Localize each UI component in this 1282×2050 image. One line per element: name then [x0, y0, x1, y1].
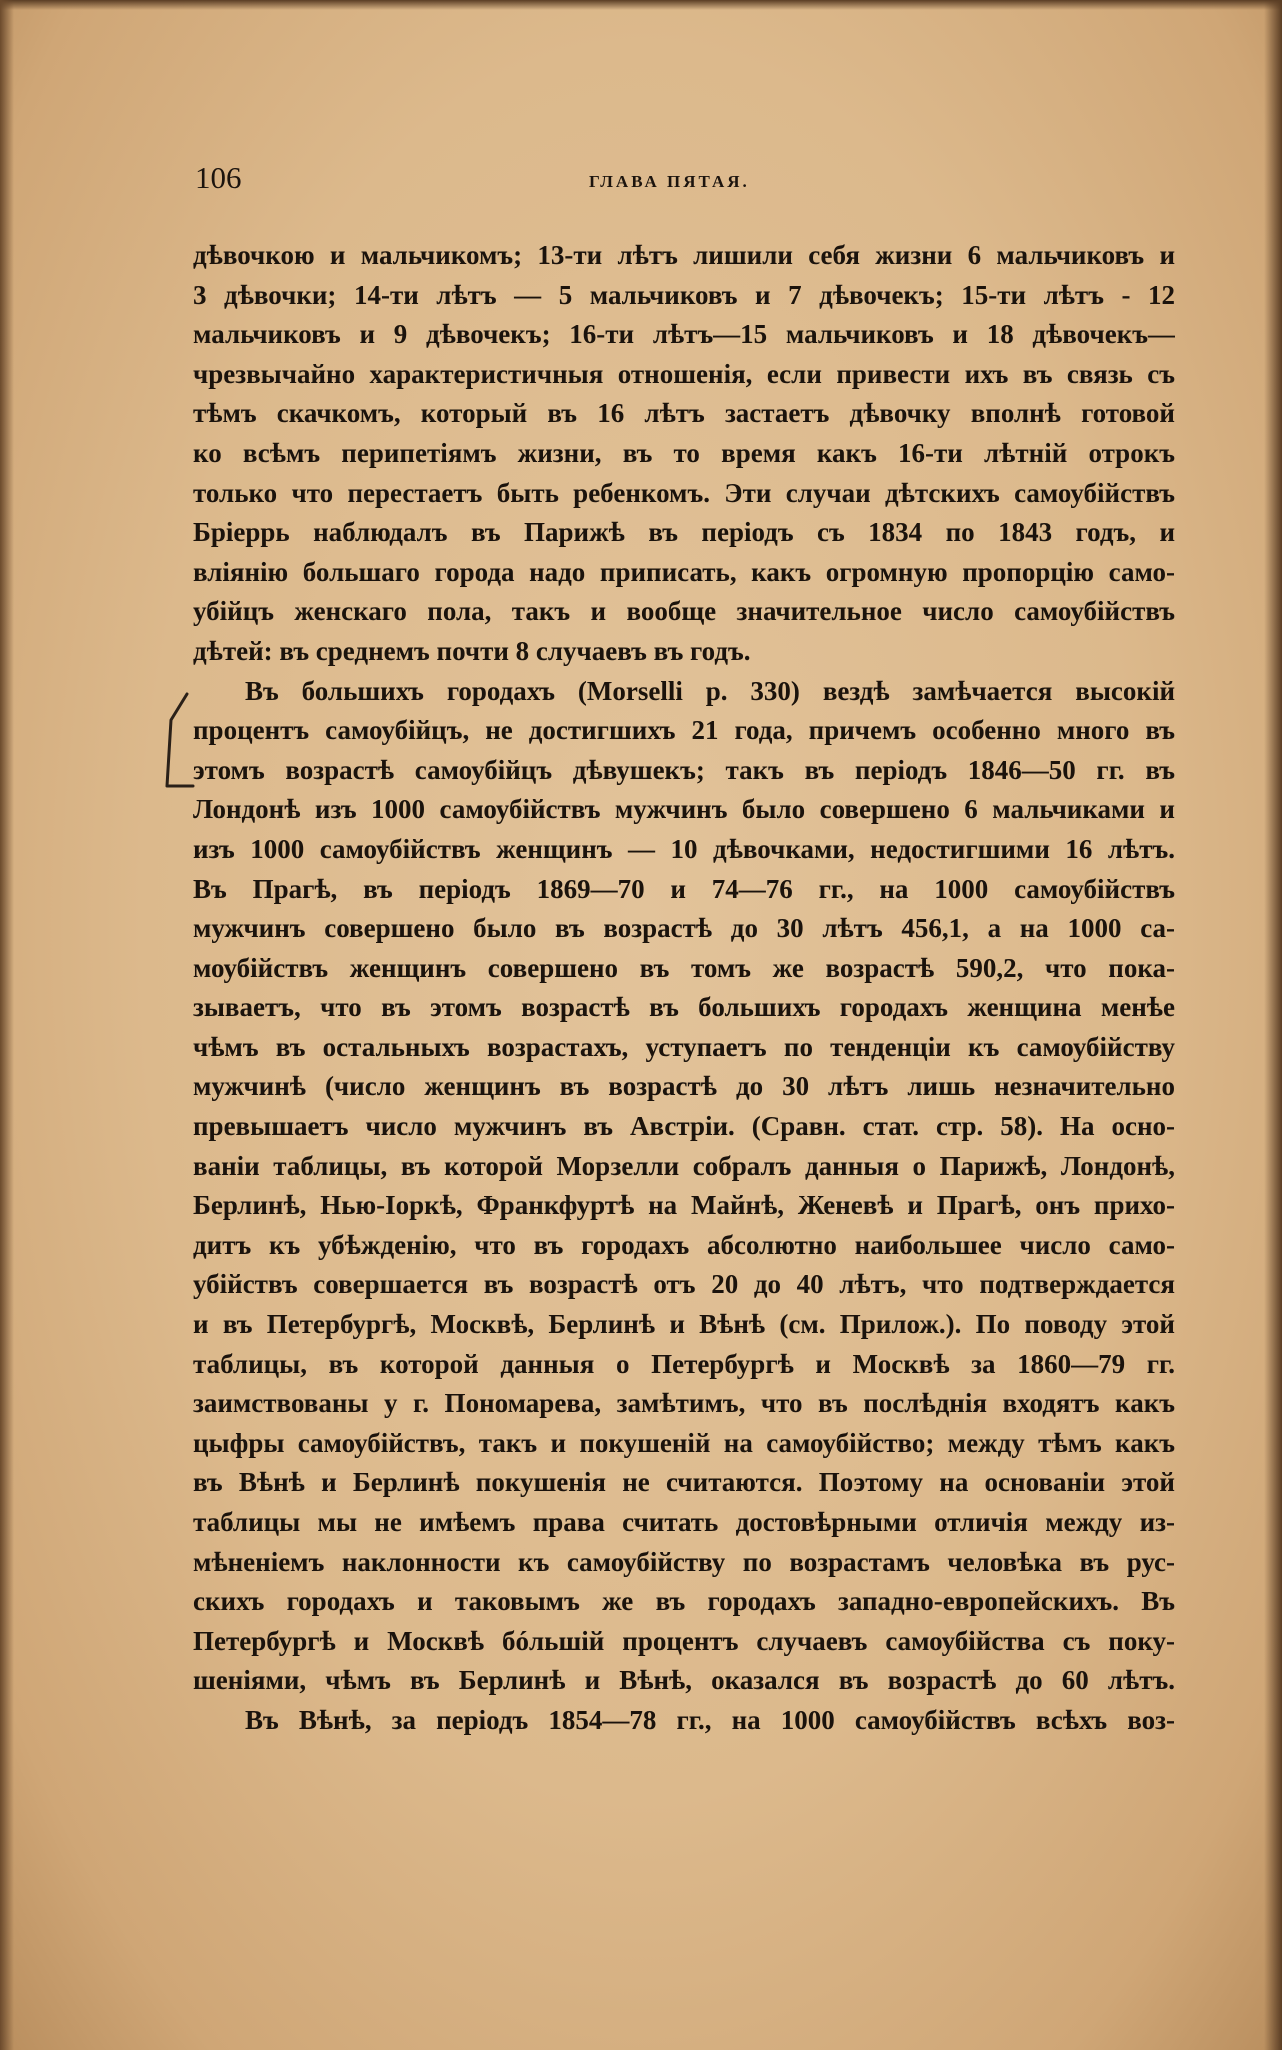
page-header [195, 160, 1175, 200]
text-line: шеніями, чѣмъ въ Берлинѣ и Вѣнѣ, оказался въ возрастѣ до 60 лѣтъ. [193, 1665, 1175, 1696]
text-line: таблицы, въ которой данныя о Петербургѣ и Москвѣ за 1860—79 гг. [193, 1348, 1175, 1379]
text-line: только что перестаетъ быть ребенкомъ. Эти случаи дѣтскихъ самоубійствъ [193, 477, 1175, 508]
body-text [193, 236, 1175, 1741]
text-line: 3 дѣвочки; 14-ти лѣтъ — 5 мальчиковъ и 7 дѣвочекъ; 15-ти лѣтъ - 12 [193, 279, 1175, 310]
page-number: 106 [195, 160, 242, 195]
text-line: Бріеррь наблюдалъ въ Парижѣ въ періодъ съ 1834 по 1843 годъ, и [193, 517, 1175, 548]
text-line: процентъ самоубійцъ, не достигшихъ 21 года, причемъ особенно много въ [193, 715, 1175, 746]
text-line: дѣтей: въ среднемъ почти 8 случаевъ въ годъ. [193, 635, 751, 666]
running-title: ГЛАВА ПЯТАЯ. [589, 172, 750, 191]
handwritten-bracket-mark [157, 690, 197, 800]
text-line: таблицы мы не имѣемъ права считать достовѣрными отличія между из- [193, 1507, 1175, 1537]
text-line: чѣмъ въ остальныхъ возрастахъ, уступаетъ по тенденціи къ самоубійству [193, 1031, 1175, 1062]
text-line: чрезвычайно характеристичныя отношенія, если привести ихъ въ связь съ [193, 358, 1175, 389]
text-line: цыфры самоубійствъ, такъ и покушеній на самоубійство; между тѣмъ какъ [193, 1427, 1175, 1458]
text-line: тѣмъ скачкомъ, который въ 16 лѣтъ застаетъ дѣвочку вполнѣ готовой [193, 398, 1175, 429]
text-line: превышаетъ число мужчинъ въ Австріи. (Сравн. стат. стр. 58). На осно- [193, 1111, 1175, 1142]
text-line: въ Вѣнѣ и Берлинѣ покушенія не считаются. Поэтому на основаніи этой [193, 1467, 1175, 1498]
text-line: мальчиковъ и 9 дѣвочекъ; 16-ти лѣтъ—15 мальчиковъ и 18 дѣвочекъ— [193, 319, 1175, 350]
text-line: зываетъ, что въ этомъ возрастѣ въ большихъ городахъ женщина менѣе [193, 992, 1175, 1023]
page-edge-shadow-left [0, 0, 14, 2050]
text-line: мужчинъ совершено было въ возрастѣ до 30 лѣтъ 456,1, а на 1000 са- [193, 913, 1175, 944]
text-line: Лондонѣ изъ 1000 самоубійствъ мужчинъ было совершено 6 мальчиками и [193, 794, 1175, 825]
text-line: дитъ къ убѣжденію, что въ городахъ абсолютно наибольшее число само- [193, 1229, 1175, 1260]
text-line: мѣненіемъ наклонности къ самоубійству по возрастамъ человѣка въ рус- [193, 1546, 1175, 1577]
text-line: мужчинѣ (число женщинъ въ возрастѣ до 30 лѣтъ лишь незначительно [193, 1071, 1175, 1102]
text-line: этомъ возрастѣ самоубійцъ дѣвушекъ; такъ въ періодъ 1846—50 гг. въ [193, 754, 1175, 785]
text-line: заимствованы у г. Пономарева, замѣтимъ, что въ послѣднія входятъ какъ [193, 1388, 1175, 1419]
text-line: ко всѣмъ перипетіямъ жизни, въ то время какъ 16-ти лѣтній отрокъ [193, 437, 1175, 468]
page-edge-shadow-right [1264, 0, 1282, 2050]
text-line: дѣвочкою и мальчикомъ; 13-ти лѣтъ лишили себя жизни 6 мальчиковъ и [193, 240, 1175, 270]
text-line: моубійствъ женщинъ совершено въ томъ же возрастѣ 590,2, что пока- [193, 952, 1175, 983]
text-line: убійцъ женскаго пола, такъ и вообще значительное число самоубійствъ [193, 596, 1175, 627]
text-line: Въ Прагѣ, въ періодъ 1869—70 и 74—76 гг., на 1000 самоубійствъ [193, 873, 1175, 904]
page-edge-shadow-top [0, 0, 1282, 10]
text-line: Въ Вѣнѣ, за періодъ 1854—78 гг., на 1000 самоубійствъ всѣхъ воз- [245, 1704, 1175, 1735]
text-line: убійствъ совершается въ возрастѣ отъ 20 до 40 лѣтъ, что подтверждается [193, 1269, 1175, 1300]
text-line: вліянію большаго города надо приписать, какъ огромную пропорцію само- [193, 556, 1175, 587]
text-line: скихъ городахъ и таковымъ же въ городахъ западно-европейскихъ. Въ [193, 1586, 1175, 1617]
text-line: ваніи таблицы, въ которой Морзелли собралъ данныя о Парижѣ, Лондонѣ, [193, 1150, 1175, 1181]
text-line: изъ 1000 самоубійствъ женщинъ — 10 дѣвочками, недостигшими 16 лѣтъ. [193, 833, 1175, 864]
text-line: и въ Петербургѣ, Москвѣ, Берлинѣ и Вѣнѣ (см. Прилож.). По поводу этой [193, 1309, 1175, 1340]
text-line: Петербургѣ и Москвѣ бóльшій процентъ случаевъ самоубійства съ поку- [193, 1625, 1175, 1656]
text-line: Берлинѣ, Нью-Іоркѣ, Франкфуртѣ на Майнѣ, Женевѣ и Прагѣ, онъ прихо- [193, 1190, 1175, 1221]
text-line: Въ большихъ городахъ (Morselli p. 330) вездѣ замѣчается высокій [245, 675, 1175, 706]
